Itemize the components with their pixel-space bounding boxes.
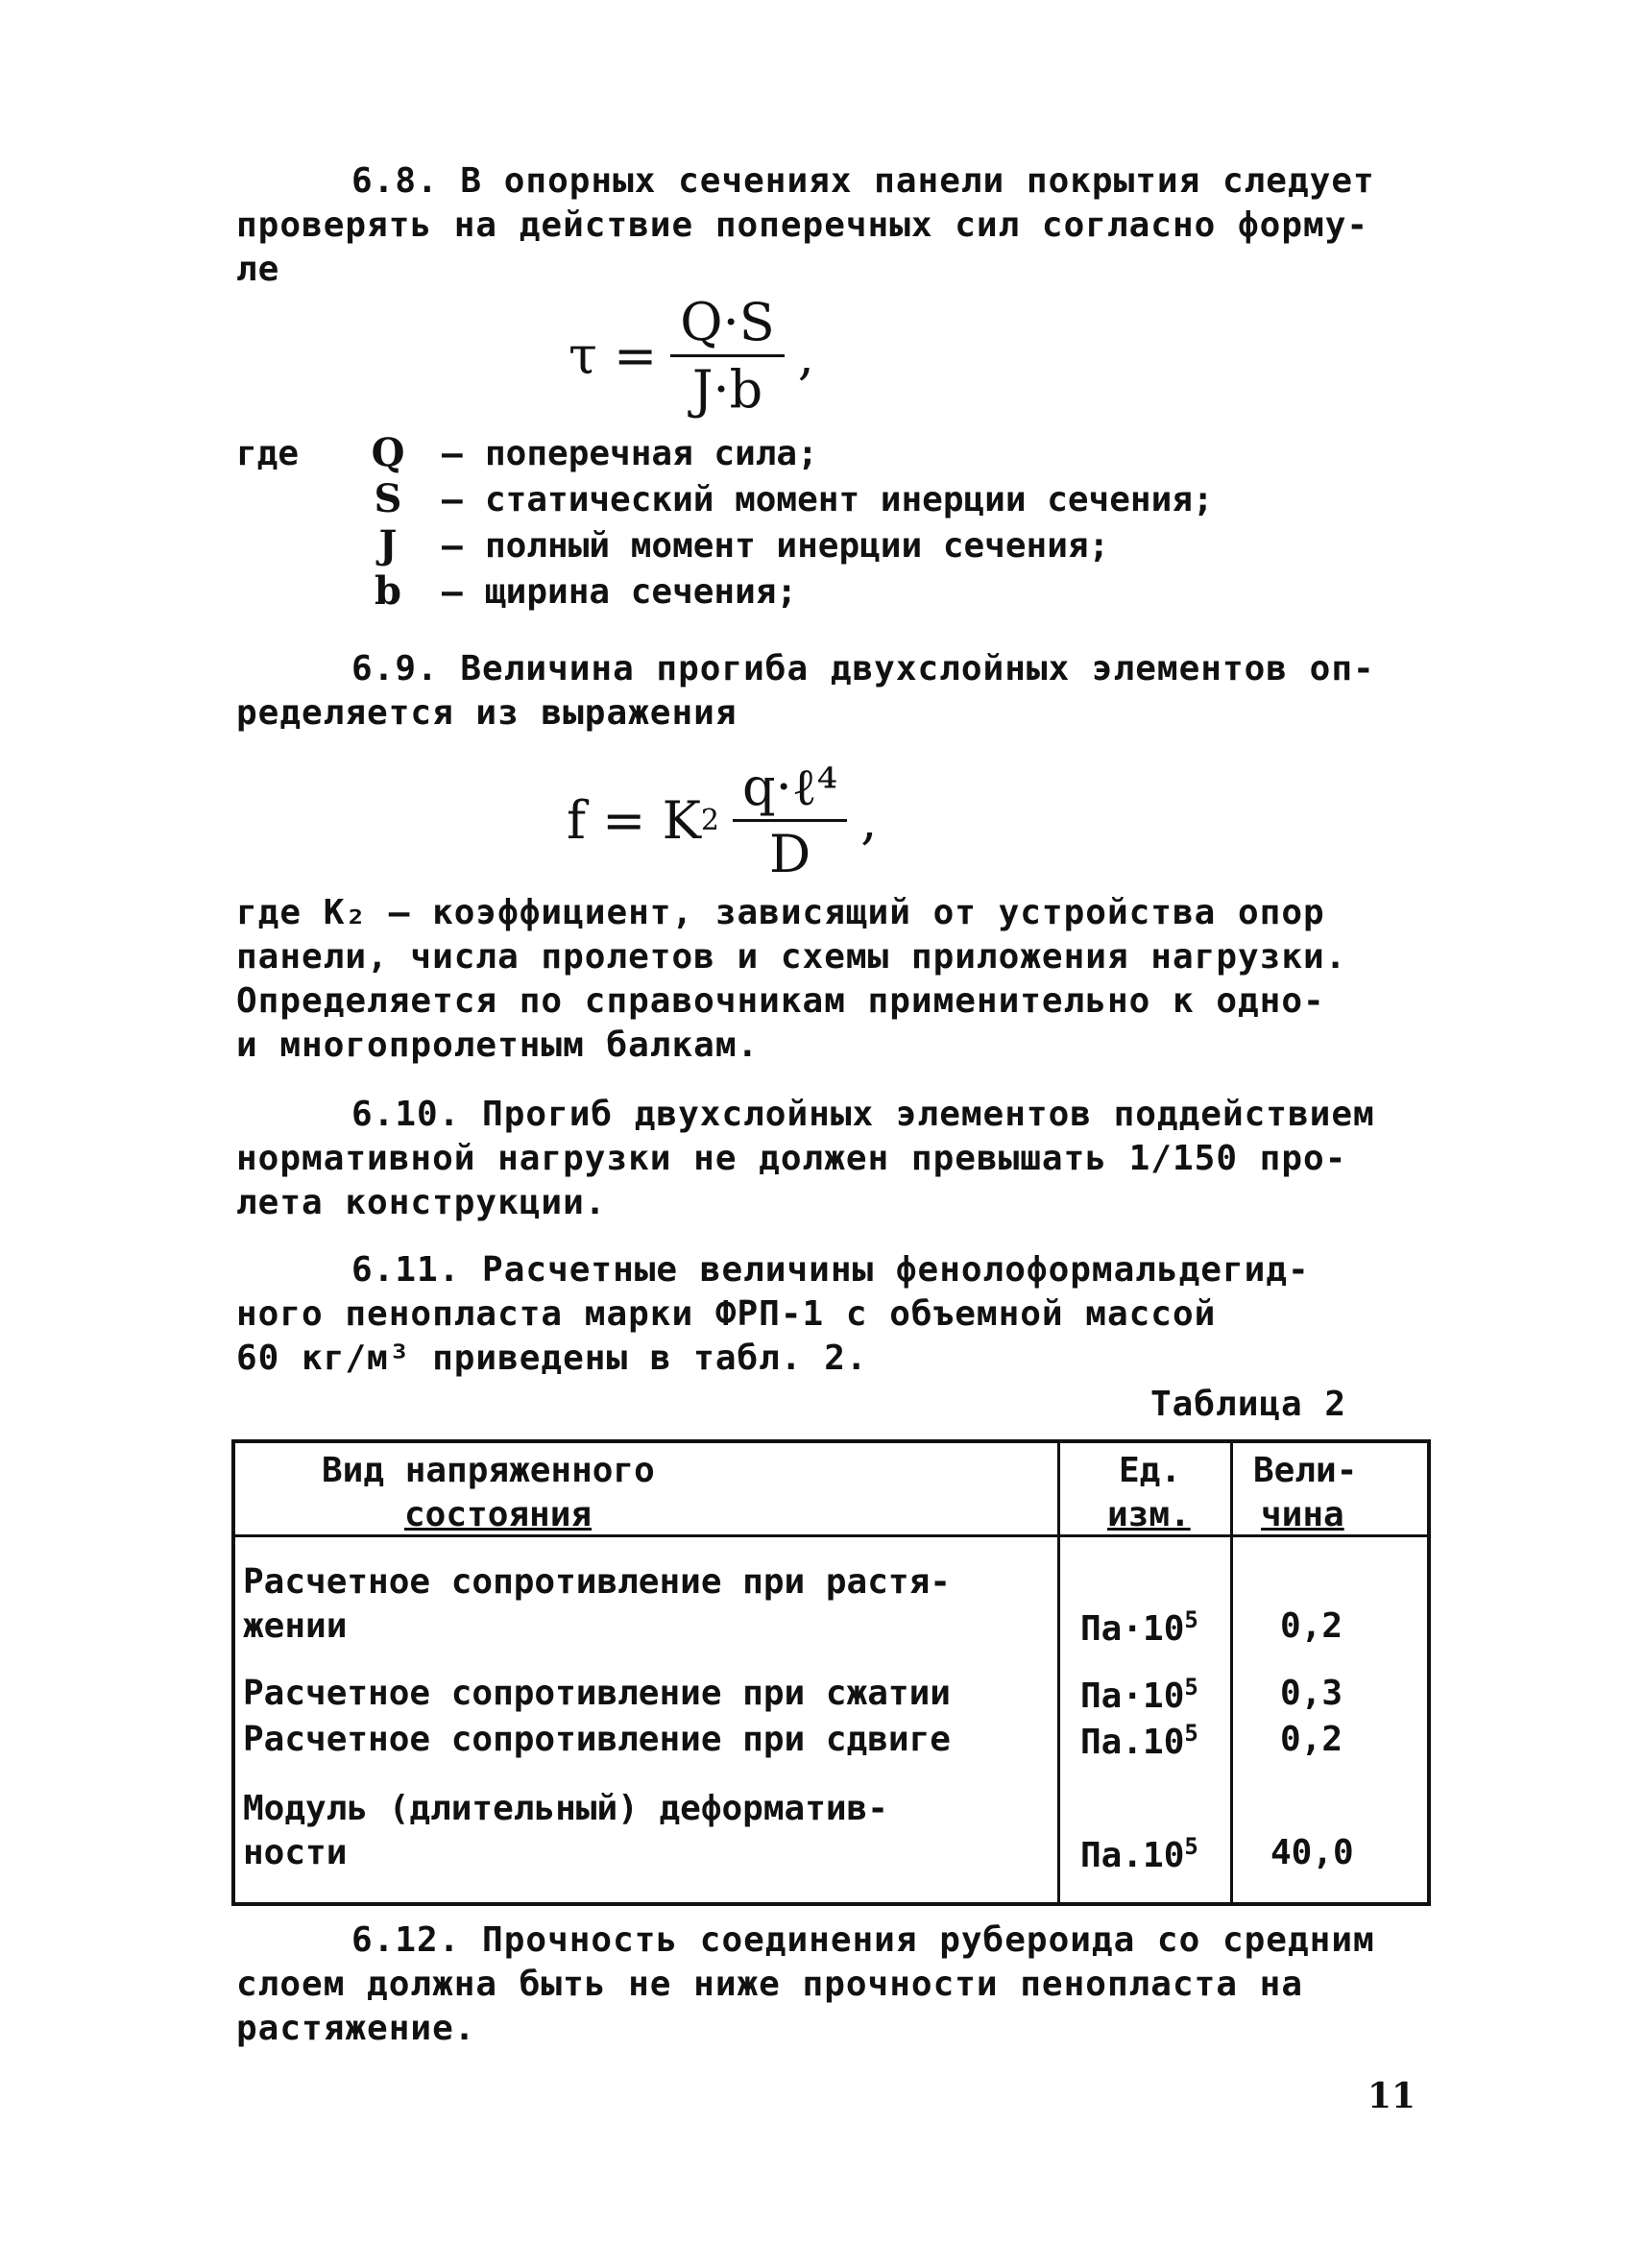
formula-tail: ,: [797, 326, 814, 386]
properties-table: [231, 1439, 1431, 1906]
formula-fraction: [670, 292, 784, 420]
paragraph-6-12-line-2: слоем должна быть не ниже прочности пенопласта на: [236, 1965, 1304, 2004]
formula-numerator: Q·S: [670, 292, 784, 357]
formula-numerator: q·ℓ⁴: [733, 757, 847, 822]
paragraph-6-11-line-3: 60 кг/м³ приведены в табл. 2.: [236, 1339, 868, 1378]
legend-symbol: b: [375, 568, 401, 614]
legend-dash: –: [442, 572, 463, 612]
table-row-name: Модуль (длительный) деформатив-: [243, 1789, 888, 1828]
legend-symbol: Q: [371, 430, 405, 475]
paragraph-6-11-line-2: ного пенопласта марки ФРП-1 с объемной массой: [236, 1294, 1217, 1334]
paragraph-6-9-line-1: 6.9. Величина прогиба двухслойных элементов оп-: [351, 649, 1375, 688]
paragraph-6-12-line-1: 6.12. Прочность соединения рубероида со средним: [351, 1920, 1375, 1960]
table-row-value: 0,2: [1280, 1720, 1343, 1759]
paragraph-6-11-line-1: 6.11. Расчетные величины фенолоформальдегид-: [351, 1250, 1310, 1290]
formula-fraction: [733, 757, 847, 884]
legend-symbol: S: [374, 476, 402, 521]
table-row-unit: $Па\cdot 10^5$: [1080, 1674, 1198, 1716]
table-header-state: Вид напряженного: [322, 1451, 655, 1490]
legend-symbol: J: [378, 522, 398, 567]
table-caption: Таблица 2: [1150, 1385, 1347, 1424]
legend-description: статический момент инерции сечения;: [485, 480, 1214, 519]
table-row-value: 0,2: [1280, 1606, 1343, 1646]
paragraph-6-9-after-line-4: и многопролетным балкам.: [236, 1025, 760, 1065]
paragraph-6-8-line-2: проверять на действие поперечных сил согласно форму-: [236, 205, 1369, 245]
table-header-state: состояния: [404, 1495, 593, 1534]
table-row-name: ности: [243, 1833, 348, 1872]
table-row-unit: $Па.10^5$: [1080, 1833, 1198, 1875]
table-row-name: Расчетное сопротивление при сжатии: [243, 1674, 951, 1713]
table-row-unit: $Па\cdot 10^5$: [1080, 1606, 1198, 1649]
table-header-value: Вели-: [1253, 1451, 1358, 1490]
paragraph-6-10-line-3: лета конструкции.: [236, 1183, 607, 1222]
legend-dash: –: [442, 526, 463, 566]
table-row-name: жении: [243, 1606, 348, 1646]
paragraph-6-9-line-2: ределяется из выражения: [236, 693, 738, 733]
table-header-divider: [235, 1534, 1427, 1537]
legend-dash: –: [442, 434, 463, 473]
paragraph-6-10-line-1: 6.10. Прогиб двухслойных элементов поддействием: [351, 1095, 1375, 1134]
table-column-divider: [1230, 1443, 1233, 1902]
where-label: где: [236, 434, 300, 473]
table-header-value: чина: [1261, 1495, 1344, 1534]
formula-deflection: [567, 757, 877, 884]
paragraph-6-12-line-3: растяжение.: [236, 2009, 476, 2048]
formula-shear-stress: [568, 292, 814, 420]
table-column-divider: [1057, 1443, 1060, 1902]
paragraph-6-9-after-line-2: панели, числа пролетов и схемы приложения нагрузки.: [236, 937, 1347, 977]
paragraph-6-8-line-1: 6.8. В опорных сечениях панели покрытия следует: [351, 161, 1375, 201]
paragraph-6-10-line-2: нормативной нагрузки не должен превышать 1/150 про-: [236, 1139, 1347, 1178]
formula-tail: ,: [860, 790, 878, 851]
paragraph-6-9-after-line-3: Определяется по справочникам применительно к одно-: [236, 981, 1325, 1021]
legend-dash: –: [442, 480, 463, 519]
table-row-value: 0,3: [1280, 1674, 1343, 1713]
page-number: 11: [1367, 2076, 1416, 2116]
formula-denominator: J·b: [691, 359, 763, 420]
table-row-value: 40,0: [1270, 1833, 1354, 1872]
legend-description: щирина сечения;: [485, 572, 798, 612]
formula-denominator: D: [768, 824, 811, 884]
formula-lhs: τ =: [568, 326, 658, 386]
legend-description: полный момент инерции сечения;: [485, 526, 1110, 566]
paragraph-6-8-line-3: ле: [236, 250, 280, 289]
table-row-name: Расчетное сопротивление при растя-: [243, 1562, 951, 1602]
legend-description: поперечная сила;: [485, 434, 818, 473]
formula-lhs: f = K: [567, 790, 701, 851]
table-row-unit: $Па.10^5$: [1080, 1720, 1198, 1762]
table-header-unit: Ед.: [1119, 1451, 1182, 1490]
paragraph-6-9-after-line-1: где K₂ – коэффициент, зависящий от устройства опор: [236, 893, 1325, 932]
formula-subscript: 2: [700, 804, 719, 837]
table-header-unit: изм.: [1107, 1495, 1191, 1534]
table-row-name: Расчетное сопротивление при сдвиге: [243, 1720, 951, 1759]
